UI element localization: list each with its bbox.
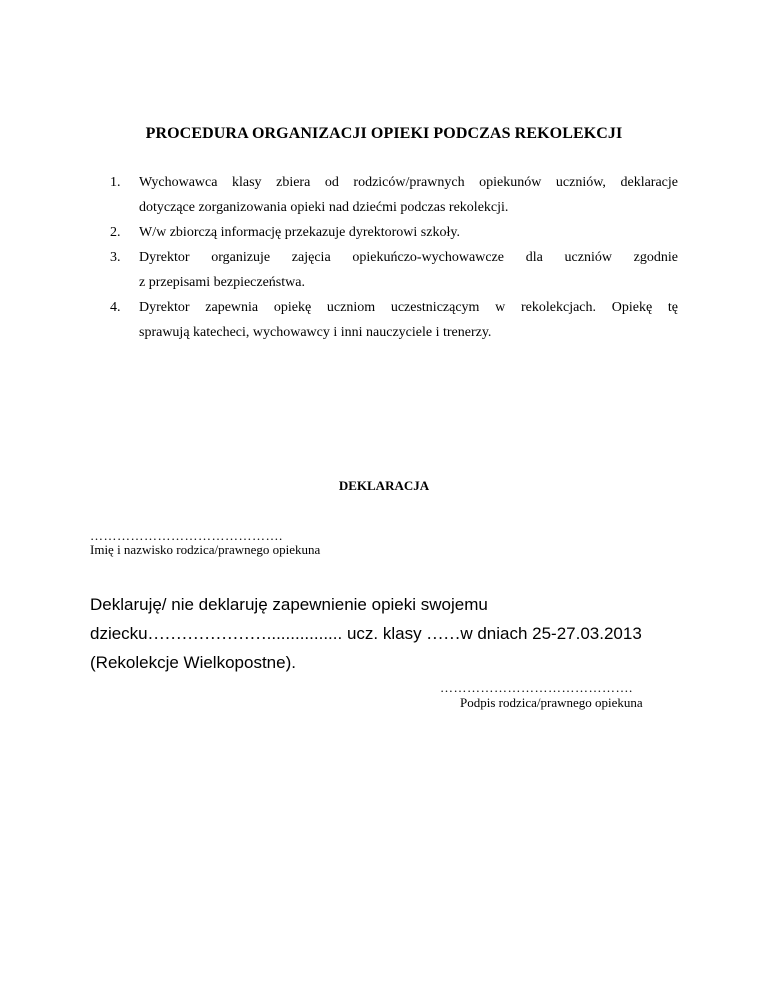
declaration-heading: DEKLARACJA (338, 478, 430, 493)
child-name-dots: ………………… (147, 624, 267, 643)
procedure-line: z przepisami bezpieczeństwa. (139, 275, 305, 290)
declaration-line-1: Deklaruję/ nie deklaruję zapewnienie opieki swojemu (90, 595, 488, 614)
procedure-item-number: 1. (110, 175, 121, 190)
procedure-line: Wychowawca klasy zbiera od rodziców/prawnych opiekunów uczniów, deklaracje (139, 175, 678, 190)
declaration-line-2 (90, 619, 690, 648)
signature-field-line: ……………………………………. (440, 680, 633, 695)
procedure-line: W/w zbiorczą informację przekazuje dyrektorowi szkoły. (139, 225, 460, 240)
procedure-item-text (139, 295, 678, 345)
declaration-line-3: (Rekolekcje Wielkopostne). (90, 653, 296, 672)
procedure-item-1 (110, 170, 678, 220)
name-field-line: ……………………………………. (90, 528, 283, 543)
class-dots: …… (426, 624, 461, 643)
procedure-line: Dyrektor zapewnia opiekę uczniom uczestniczącym w rekolekcjach. Opiekę tę (139, 300, 678, 315)
signature-field-label: Podpis rodzica/prawnego opiekuna (460, 695, 643, 710)
procedure-item-number: 4. (110, 300, 121, 315)
procedure-line: Dyrektor organizuje zajęcia opiekuńczo-wychowawcze dla uczniów zgodnie (139, 250, 678, 265)
procedure-item-text (139, 220, 678, 245)
declaration-statement (90, 590, 690, 677)
procedure-line: dotyczące zorganizowania opieki nad dziećmi podczas rekolekcji. (139, 200, 509, 215)
procedure-item-text (139, 245, 678, 295)
page-title: PROCEDURA ORGANIZACJI OPIEKI PODCZAS REKOLEKCJI (145, 125, 623, 142)
procedure-item-2 (110, 220, 678, 245)
procedure-item-text (139, 170, 678, 220)
class-label: ucz. klasy (342, 624, 427, 643)
procedure-line: sprawują katecheci, wychowawcy i inni nauczyciele i trenerzy. (139, 325, 492, 340)
procedure-item-3 (110, 245, 678, 295)
procedure-item-number: 2. (110, 225, 121, 240)
procedure-list (110, 170, 678, 345)
dates-text: w dniach 25-27.03.2013 (460, 624, 642, 643)
procedure-item-4 (110, 295, 678, 345)
child-name-dots-tail: ................ (266, 624, 343, 643)
procedure-item-number: 3. (110, 250, 121, 265)
name-field-label: Imię i nazwisko rodzica/prawnego opiekuna (90, 542, 321, 557)
child-label: dziecku (90, 624, 148, 643)
